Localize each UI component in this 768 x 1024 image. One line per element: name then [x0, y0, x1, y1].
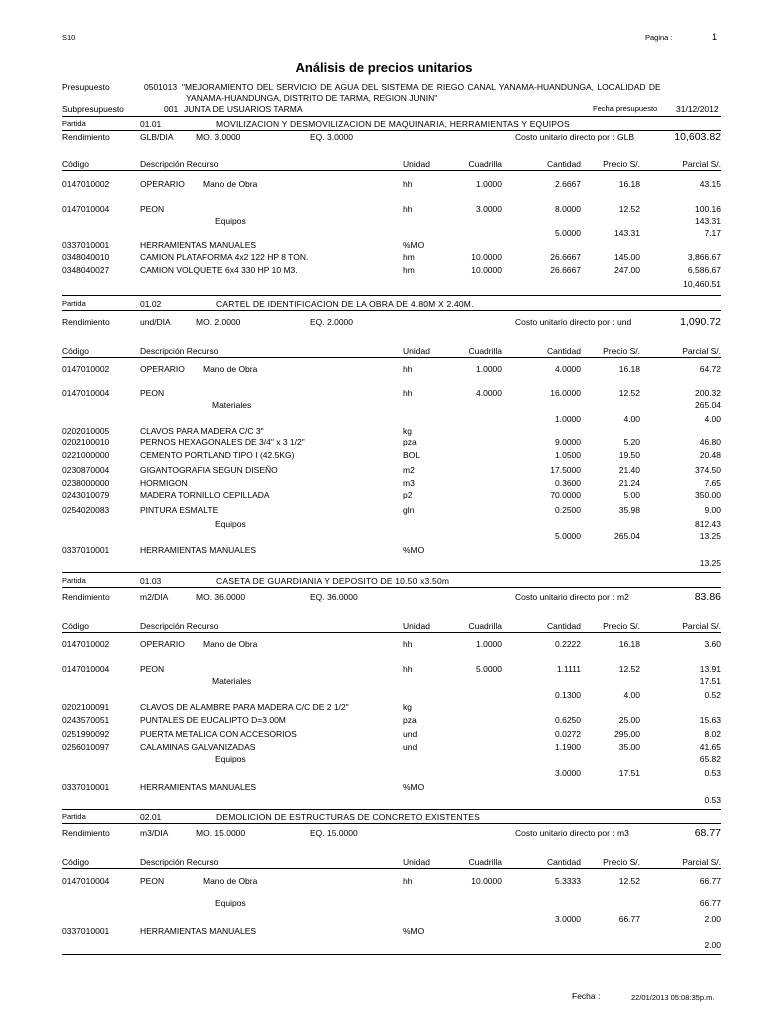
- costo-unitario-value: 68.77: [694, 827, 721, 839]
- row-precio: 25.00: [618, 715, 640, 725]
- row-descripcion: CAMION VOLQUETE 6x4 330 HP 10 M3.: [140, 265, 298, 275]
- partida-end-divider: [62, 572, 721, 573]
- col-parcial: Parcial S/.: [682, 621, 721, 631]
- row-codigo: 0337010001: [62, 545, 110, 555]
- col-descripcion: Descripción Recurso: [140, 621, 219, 631]
- partida-end-divider: [62, 809, 721, 810]
- rendimiento-mo: MO. 15.0000: [196, 828, 246, 838]
- header-underline: [62, 170, 721, 171]
- row-cuadrilla: 10.0000: [471, 876, 502, 886]
- col-descripcion: Descripción Recurso: [140, 346, 219, 356]
- row-cantidad: 0.0272: [555, 729, 581, 739]
- row-cantidad: 17.5000: [550, 465, 581, 475]
- costo-unitario-value: 1,090.72: [680, 316, 721, 328]
- row-parcial: 43.15: [699, 179, 721, 189]
- row-codigo: 0221000000: [62, 450, 110, 460]
- row-cantidad: 1.1900: [555, 742, 581, 752]
- row-cuadrilla: 1.0000: [476, 639, 502, 649]
- row-unidad: %MO: [403, 926, 425, 936]
- row-codigo: 0238000000: [62, 478, 110, 488]
- row-precio: 12.52: [618, 664, 640, 674]
- row-unidad: hh: [403, 664, 413, 674]
- row-descripcion: HERRAMIENTAS MANUALES: [140, 545, 257, 555]
- row-codigo: 0254020083: [62, 505, 110, 515]
- rendimiento-unit: m3/DIA: [140, 828, 169, 838]
- rendimiento-eq: EQ. 15.0000: [310, 828, 358, 838]
- row-unidad: gln: [403, 505, 415, 515]
- row-precio: 16.18: [618, 639, 640, 649]
- col-cuadrilla: Cuadrilla: [468, 159, 502, 169]
- row-parcial: 350.00: [695, 490, 721, 500]
- row-cantidad: 16.0000: [550, 388, 581, 398]
- row-codigo: 0230870004: [62, 465, 110, 475]
- row-codigo: 0147010004: [62, 876, 110, 886]
- costo-unitario-label: Costo unitario directo por : m2: [515, 592, 629, 602]
- mano-de-obra-subtotal: 143.31: [695, 216, 721, 226]
- rendimiento-eq: EQ. 2.0000: [310, 317, 354, 327]
- footer-fecha-label: Fecha :: [572, 991, 601, 1001]
- subpresupuesto-code: 001: [164, 104, 179, 114]
- col-unidad: Unidad: [403, 346, 430, 356]
- row-descripcion: CLAVOS PARA MADERA C/C 3": [140, 426, 264, 436]
- mano-de-obra-subtotal: 17.51: [699, 676, 721, 686]
- rendimiento-label: Rendimiento: [62, 828, 110, 838]
- col-precio: Precio S/.: [603, 621, 640, 631]
- partida-underline: [62, 823, 721, 824]
- col-unidad: Unidad: [403, 857, 430, 867]
- row-cantidad: 0.1300: [555, 690, 581, 700]
- row-unidad: hh: [403, 364, 413, 374]
- header-underline: [62, 868, 721, 869]
- group-equipos: Equipos: [215, 216, 246, 226]
- costo-unitario-label: Costo unitario directo por : GLB: [515, 132, 635, 142]
- row-cantidad: 26.6667: [550, 252, 581, 262]
- presupuesto-label: Presupuesto: [62, 82, 110, 92]
- fecha-presupuesto-label: Fecha presupuesto: [593, 104, 658, 113]
- row-parcial: 7.17: [704, 228, 721, 238]
- row-cantidad: 1.1111: [556, 664, 581, 674]
- row-descripcion: PUNTALES DE EUCALIPTO D=3.00M: [140, 715, 286, 725]
- header-underline: [62, 632, 721, 633]
- row-cantidad: 0.6250: [555, 715, 581, 725]
- row-parcial: 3.60: [704, 639, 721, 649]
- partida-code: 01.03: [140, 576, 162, 586]
- row-codigo: 0337010001: [62, 782, 110, 792]
- page-number: 1: [712, 32, 718, 42]
- row-unidad: pza: [403, 437, 417, 447]
- row-cantidad: 70.0000: [550, 490, 581, 500]
- materiales-subtotal: 65.82: [699, 754, 721, 764]
- row-precio: 19.50: [618, 450, 640, 460]
- col-cuadrilla: Cuadrilla: [468, 346, 502, 356]
- row-parcial: 100.16: [695, 204, 721, 214]
- row-precio: 295.00: [614, 729, 640, 739]
- row-unidad: pza: [403, 715, 417, 725]
- col-cantidad: Cantidad: [546, 621, 581, 631]
- row-descripcion: HERRAMIENTAS MANUALES: [140, 240, 257, 250]
- row-descripcion: PEON: [140, 388, 165, 398]
- col-codigo: Código: [62, 159, 89, 169]
- col-precio: Precio S/.: [603, 857, 640, 867]
- row-precio: 16.18: [618, 364, 640, 374]
- row-codigo: 0337010001: [62, 926, 110, 936]
- row-cuadrilla: 5.0000: [476, 664, 502, 674]
- mano-de-obra-subtotal: 66.77: [699, 898, 721, 908]
- row-unidad: %MO: [403, 545, 425, 555]
- row-parcial: 64.72: [699, 364, 721, 374]
- rendimiento-unit: m2/DIA: [140, 592, 169, 602]
- row-codigo: 0243570051: [62, 715, 110, 725]
- row-precio: 12.52: [618, 388, 640, 398]
- group-materiales: Materiales: [212, 676, 252, 686]
- header-underline: [62, 357, 721, 358]
- row-cantidad: 5.3333: [555, 876, 581, 886]
- row-cantidad: 1.0500: [555, 450, 581, 460]
- row-unidad: hh: [403, 639, 413, 649]
- row-codigo: 0243010079: [62, 490, 110, 500]
- partida-label: Partida: [62, 299, 86, 308]
- row-parcial: 200.32: [695, 388, 721, 398]
- row-codigo: 0337010001: [62, 240, 110, 250]
- presupuesto-name-line2: YANAMA-HUANDUNGA, DISTRITO DE TARMA, REGION JUNIN": [186, 93, 438, 103]
- row-cuadrilla: 10.0000: [471, 265, 502, 275]
- row-parcial: 46.80: [699, 437, 721, 447]
- row-parcial: 3,866.67: [687, 252, 721, 262]
- partida-end-divider: [62, 295, 721, 296]
- partida-code: 02.01: [140, 812, 162, 822]
- col-unidad: Unidad: [403, 159, 430, 169]
- row-unidad: hh: [403, 179, 413, 189]
- row-codigo: 0147010004: [62, 388, 110, 398]
- subpresupuesto-label: Subpresupuesto: [62, 104, 124, 114]
- row-codigo: 0147010002: [62, 639, 110, 649]
- row-cuadrilla: 3.0000: [476, 204, 502, 214]
- row-descripcion: HERRAMIENTAS MANUALES: [140, 926, 257, 936]
- rendimiento-label: Rendimiento: [62, 592, 110, 602]
- page-label: Pagina :: [645, 33, 673, 42]
- partida-label: Partida: [62, 576, 86, 585]
- row-cantidad: 0.2222: [555, 639, 581, 649]
- row-descripcion: PUERTA METALICA CON ACCESORIOS: [140, 729, 297, 739]
- row-cantidad: 26.6667: [550, 265, 581, 275]
- row-precio: 66.77: [618, 914, 640, 924]
- group-mano-de-obra: Mano de Obra: [203, 876, 258, 886]
- row-parcial: 0.52: [704, 690, 721, 700]
- row-precio: 12.52: [618, 876, 640, 886]
- equipos-subtotal: 0.53: [704, 795, 721, 805]
- row-descripcion: OPERARIO: [140, 179, 185, 189]
- col-descripcion: Descripción Recurso: [140, 857, 219, 867]
- row-descripcion: PEON: [140, 876, 165, 886]
- row-descripcion: PERNOS HEXAGONALES DE 3/4" x 3 1/2": [140, 437, 305, 447]
- row-cantidad: 9.0000: [555, 437, 581, 447]
- presupuesto-name-line1: "MEJORAMIENTO DEL SERVICIO DE AGUA DEL SISTEMA DE RIEGO CANAL YANAMA-HUANDUNGA, LOCALIDAD DE: [182, 82, 661, 92]
- rendimiento-unit: GLB/DIA: [140, 132, 174, 142]
- col-cantidad: Cantidad: [546, 159, 581, 169]
- row-precio: 17.51: [618, 768, 640, 778]
- fecha-presupuesto-value: 31/12/2012: [676, 104, 719, 114]
- col-cuadrilla: Cuadrilla: [468, 621, 502, 631]
- row-cantidad: 8.0000: [555, 204, 581, 214]
- row-parcial: 15.63: [699, 715, 721, 725]
- partida-code: 01.02: [140, 299, 162, 309]
- page-title: Análisis de precios unitarios: [295, 60, 473, 75]
- subpresupuesto-name: JUNTA DE USUARIOS TARMA: [184, 104, 303, 114]
- group-equipos: Equipos: [215, 898, 246, 908]
- col-precio: Precio S/.: [603, 159, 640, 169]
- rendimiento-eq: EQ. 36.0000: [310, 592, 358, 602]
- row-descripcion: HERRAMIENTAS MANUALES: [140, 782, 257, 792]
- row-precio: 265.04: [614, 531, 640, 541]
- partida-label: Partida: [62, 812, 86, 821]
- rendimiento-mo: MO. 36.0000: [196, 592, 246, 602]
- equipos-subtotal: 2.00: [704, 940, 721, 950]
- row-precio: 5.00: [623, 490, 640, 500]
- group-equipos: Equipos: [215, 754, 246, 764]
- row-parcial: 41.65: [699, 742, 721, 752]
- row-cantidad: 5.0000: [555, 531, 581, 541]
- rendimiento-mo: MO. 3.0000: [196, 132, 241, 142]
- equipos-subtotal: 13.25: [699, 558, 721, 568]
- costo-unitario-value: 10,603.82: [674, 131, 721, 143]
- row-codigo: 0348040010: [62, 252, 110, 262]
- row-precio: 145.00: [614, 252, 640, 262]
- row-precio: 143.31: [614, 228, 640, 238]
- partida-name: CARTEL DE IDENTIFICACION DE LA OBRA DE 4.80M X 2.40M.: [216, 299, 474, 309]
- partida-name: CASETA DE GUARDIANIA Y DEPOSITO DE 10.50 x3.50m: [216, 576, 450, 586]
- row-parcial: 2.00: [704, 914, 721, 924]
- footer-fecha-value: 22/01/2013 05:08:35p.m.: [631, 993, 715, 1002]
- col-cuadrilla: Cuadrilla: [468, 857, 502, 867]
- row-cuadrilla: 1.0000: [476, 364, 502, 374]
- row-codigo: 0202100010: [62, 437, 110, 447]
- row-unidad: hm: [403, 252, 415, 262]
- costo-unitario-label: Costo unitario directo por : m3: [515, 828, 629, 838]
- row-descripcion: OPERARIO: [140, 639, 185, 649]
- row-descripcion: HORMIGON: [140, 478, 188, 488]
- row-unidad: kg: [403, 426, 412, 436]
- row-descripcion: CEMENTO PORTLAND TIPO I (42.5KG): [140, 450, 295, 460]
- rendimiento-label: Rendimiento: [62, 132, 110, 142]
- row-descripcion: PINTURA ESMALTE: [140, 505, 219, 515]
- rendimiento-label: Rendimiento: [62, 317, 110, 327]
- row-descripcion: PEON: [140, 664, 165, 674]
- group-mano-de-obra: Mano de Obra: [203, 364, 258, 374]
- row-unidad: hm: [403, 265, 415, 275]
- row-codigo: 0147010004: [62, 664, 110, 674]
- row-precio: 21.24: [618, 478, 640, 488]
- row-parcial: 7.65: [704, 478, 721, 488]
- col-precio: Precio S/.: [603, 346, 640, 356]
- row-cantidad: 2.6667: [555, 179, 581, 189]
- row-codigo: 0251990092: [62, 729, 110, 739]
- partida-name: DEMOLICION DE ESTRUCTURAS DE CONCRETO EXISTENTES: [216, 812, 481, 822]
- row-descripcion: CAMION PLATAFORMA 4x2 122 HP 8 TON.: [140, 252, 309, 262]
- row-descripcion: CLAVOS DE ALAMBRE PARA MADERA C/C DE 2 1/2": [140, 702, 349, 712]
- row-unidad: m2: [403, 465, 415, 475]
- row-codigo: 0202100091: [62, 702, 110, 712]
- report-code: S10: [62, 33, 76, 42]
- row-parcial: 9.00: [704, 505, 721, 515]
- mano-de-obra-subtotal: 265.04: [695, 400, 721, 410]
- col-codigo: Código: [62, 346, 89, 356]
- costo-unitario-label: Costo unitario directo por : und: [515, 317, 632, 327]
- group-equipos: Equipos: [215, 519, 246, 529]
- row-cantidad: 4.0000: [555, 364, 581, 374]
- col-codigo: Código: [62, 621, 89, 631]
- materiales-subtotal: 812.43: [695, 519, 721, 529]
- row-precio: 4.00: [623, 690, 640, 700]
- row-unidad: hh: [403, 388, 413, 398]
- row-precio: 35.00: [618, 742, 640, 752]
- row-precio: 21.40: [618, 465, 640, 475]
- col-parcial: Parcial S/.: [682, 857, 721, 867]
- partida-name: MOVILIZACION Y DESMOVILIZACION DE MAQUINARIA, HERRAMIENTAS Y EQUIPOS: [216, 119, 570, 129]
- row-parcial: 6,586.67: [687, 265, 721, 275]
- row-unidad: %MO: [403, 782, 425, 792]
- row-unidad: BOL: [403, 450, 421, 460]
- row-unidad: kg: [403, 702, 412, 712]
- row-unidad: und: [403, 729, 418, 739]
- partida-underline: [62, 130, 721, 131]
- row-parcial: 66.77: [699, 876, 721, 886]
- rendimiento-mo: MO. 2.0000: [196, 317, 241, 327]
- footer-divider: [62, 954, 721, 955]
- row-parcial: 374.50: [695, 465, 721, 475]
- row-codigo: 0348040027: [62, 265, 110, 275]
- col-cantidad: Cantidad: [546, 857, 581, 867]
- row-cantidad: 0.3600: [555, 478, 581, 488]
- group-materiales: Materiales: [212, 400, 252, 410]
- row-precio: 35.98: [618, 505, 640, 515]
- col-parcial: Parcial S/.: [682, 346, 721, 356]
- col-descripcion: Descripción Recurso: [140, 159, 219, 169]
- partida-label: Partida: [62, 119, 86, 128]
- group-mano-de-obra: Mano de Obra: [203, 639, 258, 649]
- row-cantidad: 5.0000: [555, 228, 581, 238]
- row-cantidad: 3.0000: [555, 768, 581, 778]
- equipos-subtotal: 10,460.51: [683, 279, 721, 289]
- row-precio: 16.18: [618, 179, 640, 189]
- divider: [62, 116, 721, 117]
- presupuesto-code: 0501013: [144, 82, 178, 92]
- row-codigo: 0256010097: [62, 742, 110, 752]
- partida-underline: [62, 310, 721, 311]
- partida-code: 01.01: [140, 119, 162, 129]
- row-parcial: 13.91: [699, 664, 721, 674]
- row-precio: 4.00: [623, 414, 640, 424]
- row-parcial: 13.25: [699, 531, 721, 541]
- row-descripcion: OPERARIO: [140, 364, 185, 374]
- row-cantidad: 0.2500: [555, 505, 581, 515]
- row-parcial: 4.00: [704, 414, 721, 424]
- row-codigo: 0147010002: [62, 364, 110, 374]
- col-cantidad: Cantidad: [546, 346, 581, 356]
- row-cantidad: 1.0000: [555, 414, 581, 424]
- row-unidad: p2: [403, 490, 413, 500]
- partida-underline: [62, 587, 721, 588]
- row-unidad: m3: [403, 478, 415, 488]
- group-mano-de-obra: Mano de Obra: [203, 179, 258, 189]
- row-precio: 5.20: [623, 437, 640, 447]
- row-unidad: hh: [403, 204, 413, 214]
- costo-unitario-value: 83.86: [694, 591, 721, 603]
- row-descripcion: PEON: [140, 204, 165, 214]
- row-precio: 12.52: [618, 204, 640, 214]
- row-codigo: 0147010004: [62, 204, 110, 214]
- row-unidad: %MO: [403, 240, 425, 250]
- row-codigo: 0147010002: [62, 179, 110, 189]
- row-descripcion: CALAMINAS GALVANIZADAS: [140, 742, 256, 752]
- col-unidad: Unidad: [403, 621, 430, 631]
- rendimiento-unit: und/DIA: [140, 317, 171, 327]
- row-descripcion: MADERA TORNILLO CEPILLADA: [140, 490, 270, 500]
- row-cuadrilla: 1.0000: [476, 179, 502, 189]
- row-cuadrilla: 4.0000: [476, 388, 502, 398]
- row-parcial: 0.53: [704, 768, 721, 778]
- row-parcial: 20.48: [699, 450, 721, 460]
- row-unidad: hh: [403, 876, 413, 886]
- row-descripcion: GIGANTOGRAFIA SEGUN DISEÑO: [140, 465, 278, 475]
- col-codigo: Código: [62, 857, 89, 867]
- row-parcial: 8.02: [704, 729, 721, 739]
- rendimiento-eq: EQ. 3.0000: [310, 132, 354, 142]
- row-unidad: und: [403, 742, 418, 752]
- row-codigo: 0202010005: [62, 426, 110, 436]
- row-cuadrilla: 10.0000: [471, 252, 502, 262]
- col-parcial: Parcial S/.: [682, 159, 721, 169]
- row-cantidad: 3.0000: [555, 914, 581, 924]
- row-precio: 247.00: [614, 265, 640, 275]
